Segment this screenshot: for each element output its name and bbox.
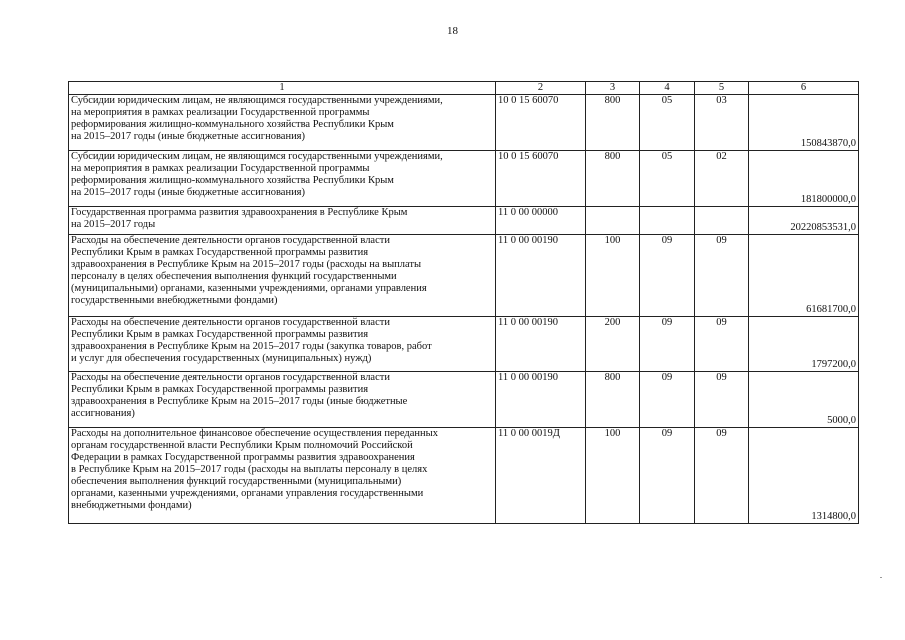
row-vr-code: 800 bbox=[586, 151, 640, 207]
row-name: Государственная программа развития здравоохранения в Республике Крым на 2015–2017 годы bbox=[69, 207, 496, 235]
row-amount: 61681700,0 bbox=[749, 235, 859, 317]
row-name: Расходы на дополнительное финансовое обеспечение осуществления переданных органам государственной власти Республики Крым полномочий Российской Федерации в рамках Государственной программы развития здравоохранения в Республике Крым на 2015–2017 годы (расходы на выплаты персоналу в целях обеспечения выполнения функций государственными (муниципальными) органами, казенными учреждениями, органами управления государственными внебюджетными фондами) bbox=[69, 428, 496, 524]
row-vr-code: 100 bbox=[586, 428, 640, 524]
row-rz-code: 05 bbox=[640, 95, 695, 151]
row-amount: 181800000,0 bbox=[749, 151, 859, 207]
header-col-rz: 4 bbox=[640, 82, 695, 95]
row-name: Расходы на обеспечение деятельности органов государственной власти Республики Крым в рамках Государственной программы развития здравоохранения в Республике Крым на 2015–2017 годы (иные бюджетные ассигнования) bbox=[69, 372, 496, 428]
budget-table bbox=[68, 81, 859, 524]
row-pr-code: 09 bbox=[695, 372, 749, 428]
row-rz-code: 05 bbox=[640, 151, 695, 207]
row-pr-code: 02 bbox=[695, 151, 749, 207]
row-vr-code: 800 bbox=[586, 372, 640, 428]
row-pr-code bbox=[695, 207, 749, 235]
table-row bbox=[69, 207, 859, 235]
table-row bbox=[69, 235, 859, 317]
row-name: Расходы на обеспечение деятельности органов государственной власти Республики Крым в рамках Государственной программы развития здравоохранения в Республике Крым на 2015–2017 годы (расходы на выплаты персоналу в целях обеспечения выполнения функций государственными (муниципальными) органами, казенными учреждениями, органами управления государственными внебюджетными фондами) bbox=[69, 235, 496, 317]
row-csr-code: 11 0 00 00190 bbox=[496, 372, 586, 428]
table-row bbox=[69, 428, 859, 524]
table-header-row bbox=[69, 82, 859, 95]
row-csr-code: 10 0 15 60070 bbox=[496, 95, 586, 151]
row-pr-code: 09 bbox=[695, 317, 749, 372]
scan-speck bbox=[880, 577, 882, 578]
row-csr-code: 11 0 00 00000 bbox=[496, 207, 586, 235]
row-name: Субсидии юридическим лицам, не являющимся государственными учреждениями, на мероприятия в рамках реализации Государственной программы реформирования жилищно-коммунального хозяйства Республики Крым на 2015–2017 годы (иные бюджетные ассигнования) bbox=[69, 95, 496, 151]
row-csr-code: 10 0 15 60070 bbox=[496, 151, 586, 207]
row-amount: 5000,0 bbox=[749, 372, 859, 428]
row-name: Субсидии юридическим лицам, не являющимся государственными учреждениями, на мероприятия в рамках реализации Государственной программы реформирования жилищно-коммунального хозяйства Республики Крым на 2015–2017 годы (иные бюджетные ассигнования) bbox=[69, 151, 496, 207]
row-rz-code: 09 bbox=[640, 317, 695, 372]
table-row bbox=[69, 95, 859, 151]
header-col-amount: 6 bbox=[749, 82, 859, 95]
row-csr-code: 11 0 00 00190 bbox=[496, 317, 586, 372]
row-vr-code bbox=[586, 207, 640, 235]
row-name: Расходы на обеспечение деятельности органов государственной власти Республики Крым в рамках Государственной программы развития здравоохранения в Республике Крым на 2015–2017 годы (закупка товаров, работ и услуг для обеспечения государственных (муниципальных) нужд) bbox=[69, 317, 496, 372]
row-rz-code: 09 bbox=[640, 235, 695, 317]
row-pr-code: 09 bbox=[695, 235, 749, 317]
header-col-pr: 5 bbox=[695, 82, 749, 95]
row-csr-code: 11 0 00 0019Д bbox=[496, 428, 586, 524]
row-rz-code: 09 bbox=[640, 372, 695, 428]
table-row bbox=[69, 151, 859, 207]
row-vr-code: 200 bbox=[586, 317, 640, 372]
header-col-csr: 2 bbox=[496, 82, 586, 95]
header-col-name: 1 bbox=[69, 82, 496, 95]
row-amount: 1314800,0 bbox=[749, 428, 859, 524]
table-row bbox=[69, 372, 859, 428]
row-amount: 150843870,0 bbox=[749, 95, 859, 151]
row-csr-code: 11 0 00 00190 bbox=[496, 235, 586, 317]
row-amount: 1797200,0 bbox=[749, 317, 859, 372]
page-number: 18 bbox=[447, 25, 458, 37]
row-pr-code: 09 bbox=[695, 428, 749, 524]
row-amount: 20220853531,0 bbox=[749, 207, 859, 235]
row-vr-code: 100 bbox=[586, 235, 640, 317]
row-vr-code: 800 bbox=[586, 95, 640, 151]
row-rz-code bbox=[640, 207, 695, 235]
header-col-vr: 3 bbox=[586, 82, 640, 95]
row-rz-code: 09 bbox=[640, 428, 695, 524]
row-pr-code: 03 bbox=[695, 95, 749, 151]
table-row bbox=[69, 317, 859, 372]
